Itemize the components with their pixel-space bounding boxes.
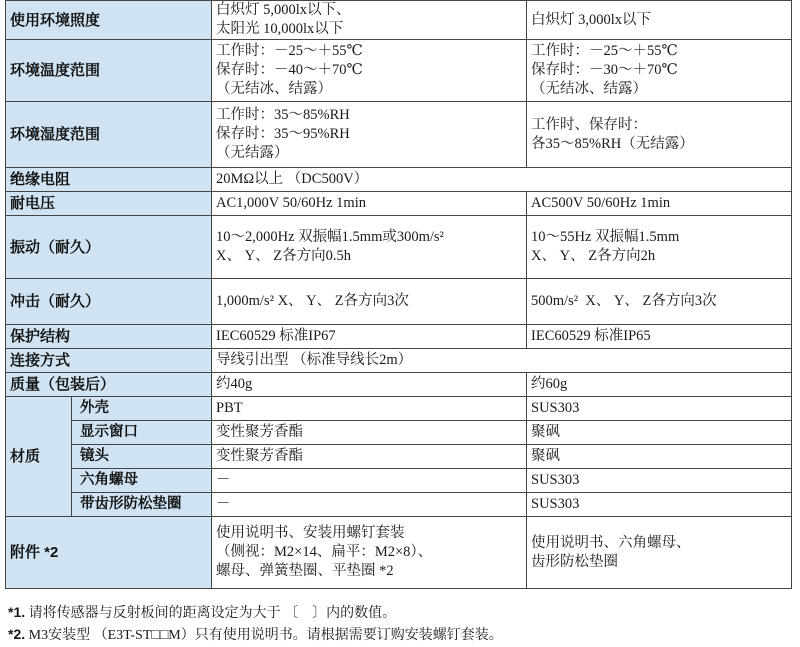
label-humidity: 环境湿度范围 [6, 102, 212, 168]
value-humidity-b: 工作时、保存时： 各35～85%RH（无结露） [527, 102, 792, 168]
value-vibration-b: 10～55Hz 双振幅1.5mm X、 Y、 Z各方向2h [527, 216, 792, 279]
value-temperature-b: 工作时：－25～＋55℃ 保存时：－30～＋70℃ （无结冰、结露） [527, 40, 792, 102]
value-material-hex-nut-b: SUS303 [527, 469, 792, 493]
label-mass: 质量（包装后） [6, 373, 212, 397]
footnote-2 [8, 624, 794, 646]
row-illumination [6, 1, 792, 40]
row-protection [6, 325, 792, 349]
footnotes [8, 602, 794, 646]
value-material-case-a: PBT [212, 397, 527, 421]
label-accessories: 附件 *2 [6, 517, 212, 589]
label-material-washer: 带齿形防松垫圈 [72, 493, 212, 517]
value-mass-a: 约40g [212, 373, 527, 397]
label-material-case: 外壳 [72, 397, 212, 421]
value-vibration-a: 10～2,000Hz 双振幅1.5mm或300m/s² X、 Y、 Z各方向0.5h [212, 216, 527, 279]
footnote-1-mark: *1. [8, 604, 26, 620]
value-material-lens-a: 变性聚芳香酯 [212, 445, 527, 469]
value-shock-a: 1,000m/s² X、 Y、 Z各方向3次 [212, 279, 527, 325]
row-withstand-voltage [6, 192, 792, 216]
value-connection: 导线引出型 （标准导线长2m） [212, 349, 792, 373]
value-protection-b: IEC60529 标准IP65 [527, 325, 792, 349]
value-protection-a: IEC60529 标准IP67 [212, 325, 527, 349]
label-material-window: 显示窗口 [72, 421, 212, 445]
label-connection: 连接方式 [6, 349, 212, 373]
value-illumination-a: 白炽灯 5,000lx以下、 太阳光 10,000lx以下 [212, 1, 527, 40]
label-protection: 保护结构 [6, 325, 212, 349]
footnote-2-mark: *2. [8, 626, 26, 642]
footnote-1-text: 请将传感器与反射板间的距离设定为大于 〔 〕内的数值。 [28, 606, 397, 621]
row-material-washer [6, 493, 792, 517]
value-material-lens-b: 聚砜 [527, 445, 792, 469]
label-illumination: 使用环境照度 [6, 1, 212, 40]
row-connection [6, 349, 792, 373]
value-humidity-a: 工作时：35～85%RH 保存时：35～95%RH （无结露） [212, 102, 527, 168]
label-temperature: 环境温度范围 [6, 40, 212, 102]
row-temperature [6, 40, 792, 102]
label-material-lens: 镜头 [72, 445, 212, 469]
row-mass [6, 373, 792, 397]
footnote-1 [8, 602, 794, 624]
label-material-hex-nut: 六角螺母 [72, 469, 212, 493]
value-withstand-voltage-b: AC500V 50/60Hz 1min [527, 192, 792, 216]
value-withstand-voltage-a: AC1,000V 50/60Hz 1min [212, 192, 527, 216]
value-material-window-b: 聚砜 [527, 421, 792, 445]
footnote-2-text: M3安装型 （E3T-ST□□M）只有使用说明书。请根据需要订购安装螺钉套装。 [28, 628, 503, 643]
label-shock: 冲击（耐久） [6, 279, 212, 325]
row-accessories [6, 517, 792, 589]
row-humidity [6, 102, 792, 168]
value-shock-b: 500m/s² X、 Y、 Z各方向3次 [527, 279, 792, 325]
value-material-washer-b: SUS303 [527, 493, 792, 517]
row-vibration [6, 216, 792, 279]
value-material-case-b: SUS303 [527, 397, 792, 421]
value-insulation: 20MΩ以上 （DC500V） [212, 168, 792, 192]
value-material-washer-a: － [212, 493, 527, 517]
row-material-hex-nut [6, 469, 792, 493]
spec-table [5, 0, 792, 589]
label-withstand-voltage: 耐电压 [6, 192, 212, 216]
value-accessories-a: 使用说明书、安装用螺钉套装 （侧视：M2×14、扁平：M2×8）、 螺母、弹簧垫圈、平垫圈 *2 [212, 517, 527, 589]
label-vibration: 振动（耐久） [6, 216, 212, 279]
value-temperature-a: 工作时：－25～＋55℃ 保存时：－40～＋70℃ （无结冰、结露） [212, 40, 527, 102]
value-illumination-b: 白炽灯 3,000lx以下 [527, 1, 792, 40]
value-material-hex-nut-a: － [212, 469, 527, 493]
row-insulation [6, 168, 792, 192]
row-shock [6, 279, 792, 325]
value-mass-b: 约60g [527, 373, 792, 397]
row-material-window [6, 421, 792, 445]
value-material-window-a: 变性聚芳香酯 [212, 421, 527, 445]
row-material-lens [6, 445, 792, 469]
row-material-case [6, 397, 792, 421]
label-insulation: 绝缘电阻 [6, 168, 212, 192]
value-accessories-b: 使用说明书、六角螺母、 齿形防松垫圈 [527, 517, 792, 589]
label-material: 材质 [6, 397, 72, 517]
